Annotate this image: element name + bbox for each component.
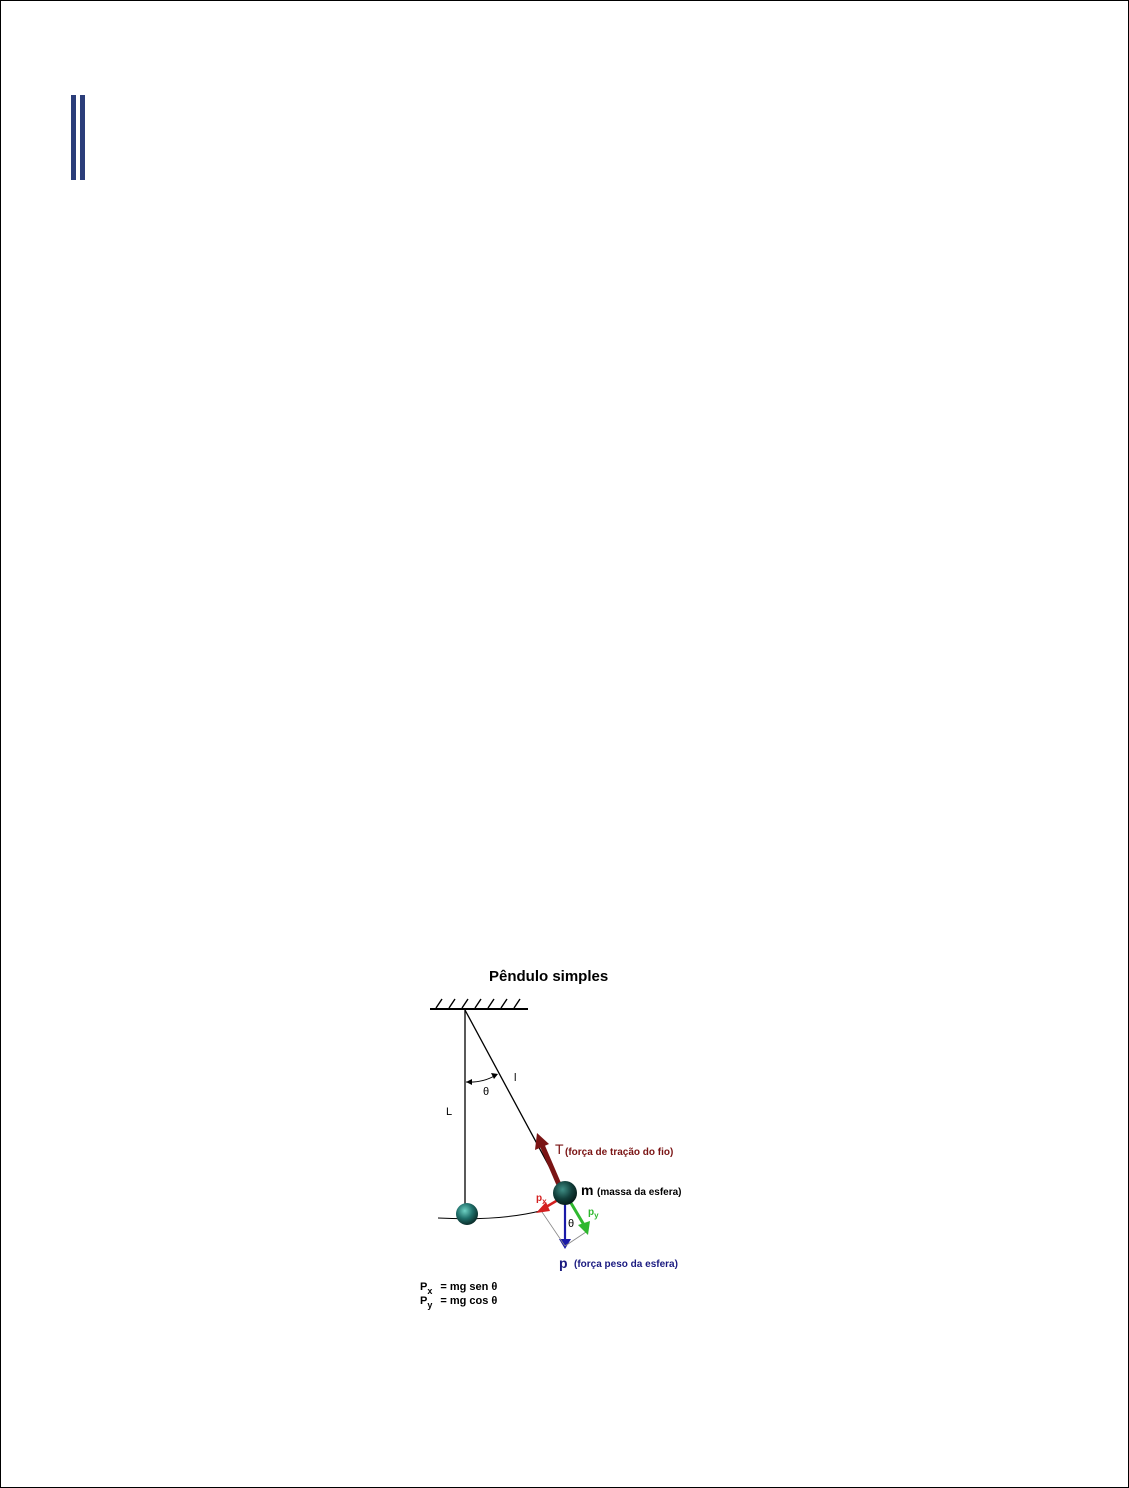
formula-px-rhs: = mg sen θ	[440, 1281, 498, 1293]
px-vector-label-sub: x	[542, 1197, 547, 1206]
mass-label: m	[581, 1182, 594, 1198]
py-vector-label-sub: y	[594, 1211, 599, 1220]
formula-py-symbol: P	[420, 1295, 428, 1307]
formula-px	[420, 1281, 497, 1296]
formula-px-sub: x	[427, 1286, 433, 1296]
formula-py-rhs: = mg cos θ	[440, 1295, 498, 1307]
mass-description: (massa da esfera)	[597, 1187, 682, 1198]
bob-displaced	[553, 1181, 577, 1205]
weight-description: (força peso da esfera)	[574, 1259, 678, 1270]
formula-py-sub: y	[427, 1300, 433, 1310]
formula-px-symbol: P	[420, 1281, 428, 1293]
weight-arrowhead	[559, 1239, 571, 1249]
construction-line-1	[540, 1209, 565, 1246]
bob-rest-position	[456, 1203, 478, 1225]
length-label-l: l	[514, 1072, 517, 1084]
tension-label: T	[555, 1141, 564, 1157]
px-vector-label: $p_x$	[536, 1193, 547, 1206]
theta-arrow-left	[466, 1079, 472, 1085]
theta-label-top: θ	[483, 1086, 490, 1098]
weight-label: p	[559, 1255, 568, 1271]
length-label-L: L	[446, 1106, 453, 1118]
ceiling-support	[430, 999, 528, 1009]
decorative-bar-right	[80, 95, 85, 180]
diagram-title: Pêndulo simples	[489, 968, 609, 985]
py-vector-label: $p_y$	[588, 1207, 599, 1220]
pendulum-diagram	[400, 955, 720, 1325]
trajectory-arc	[438, 1211, 540, 1219]
theta-label-bottom: θ	[568, 1218, 575, 1230]
tension-description: (força de tração do fio)	[565, 1147, 674, 1158]
theta-arrow-right	[491, 1073, 498, 1079]
decorative-bar-left	[71, 95, 76, 180]
formula-py	[420, 1295, 497, 1310]
